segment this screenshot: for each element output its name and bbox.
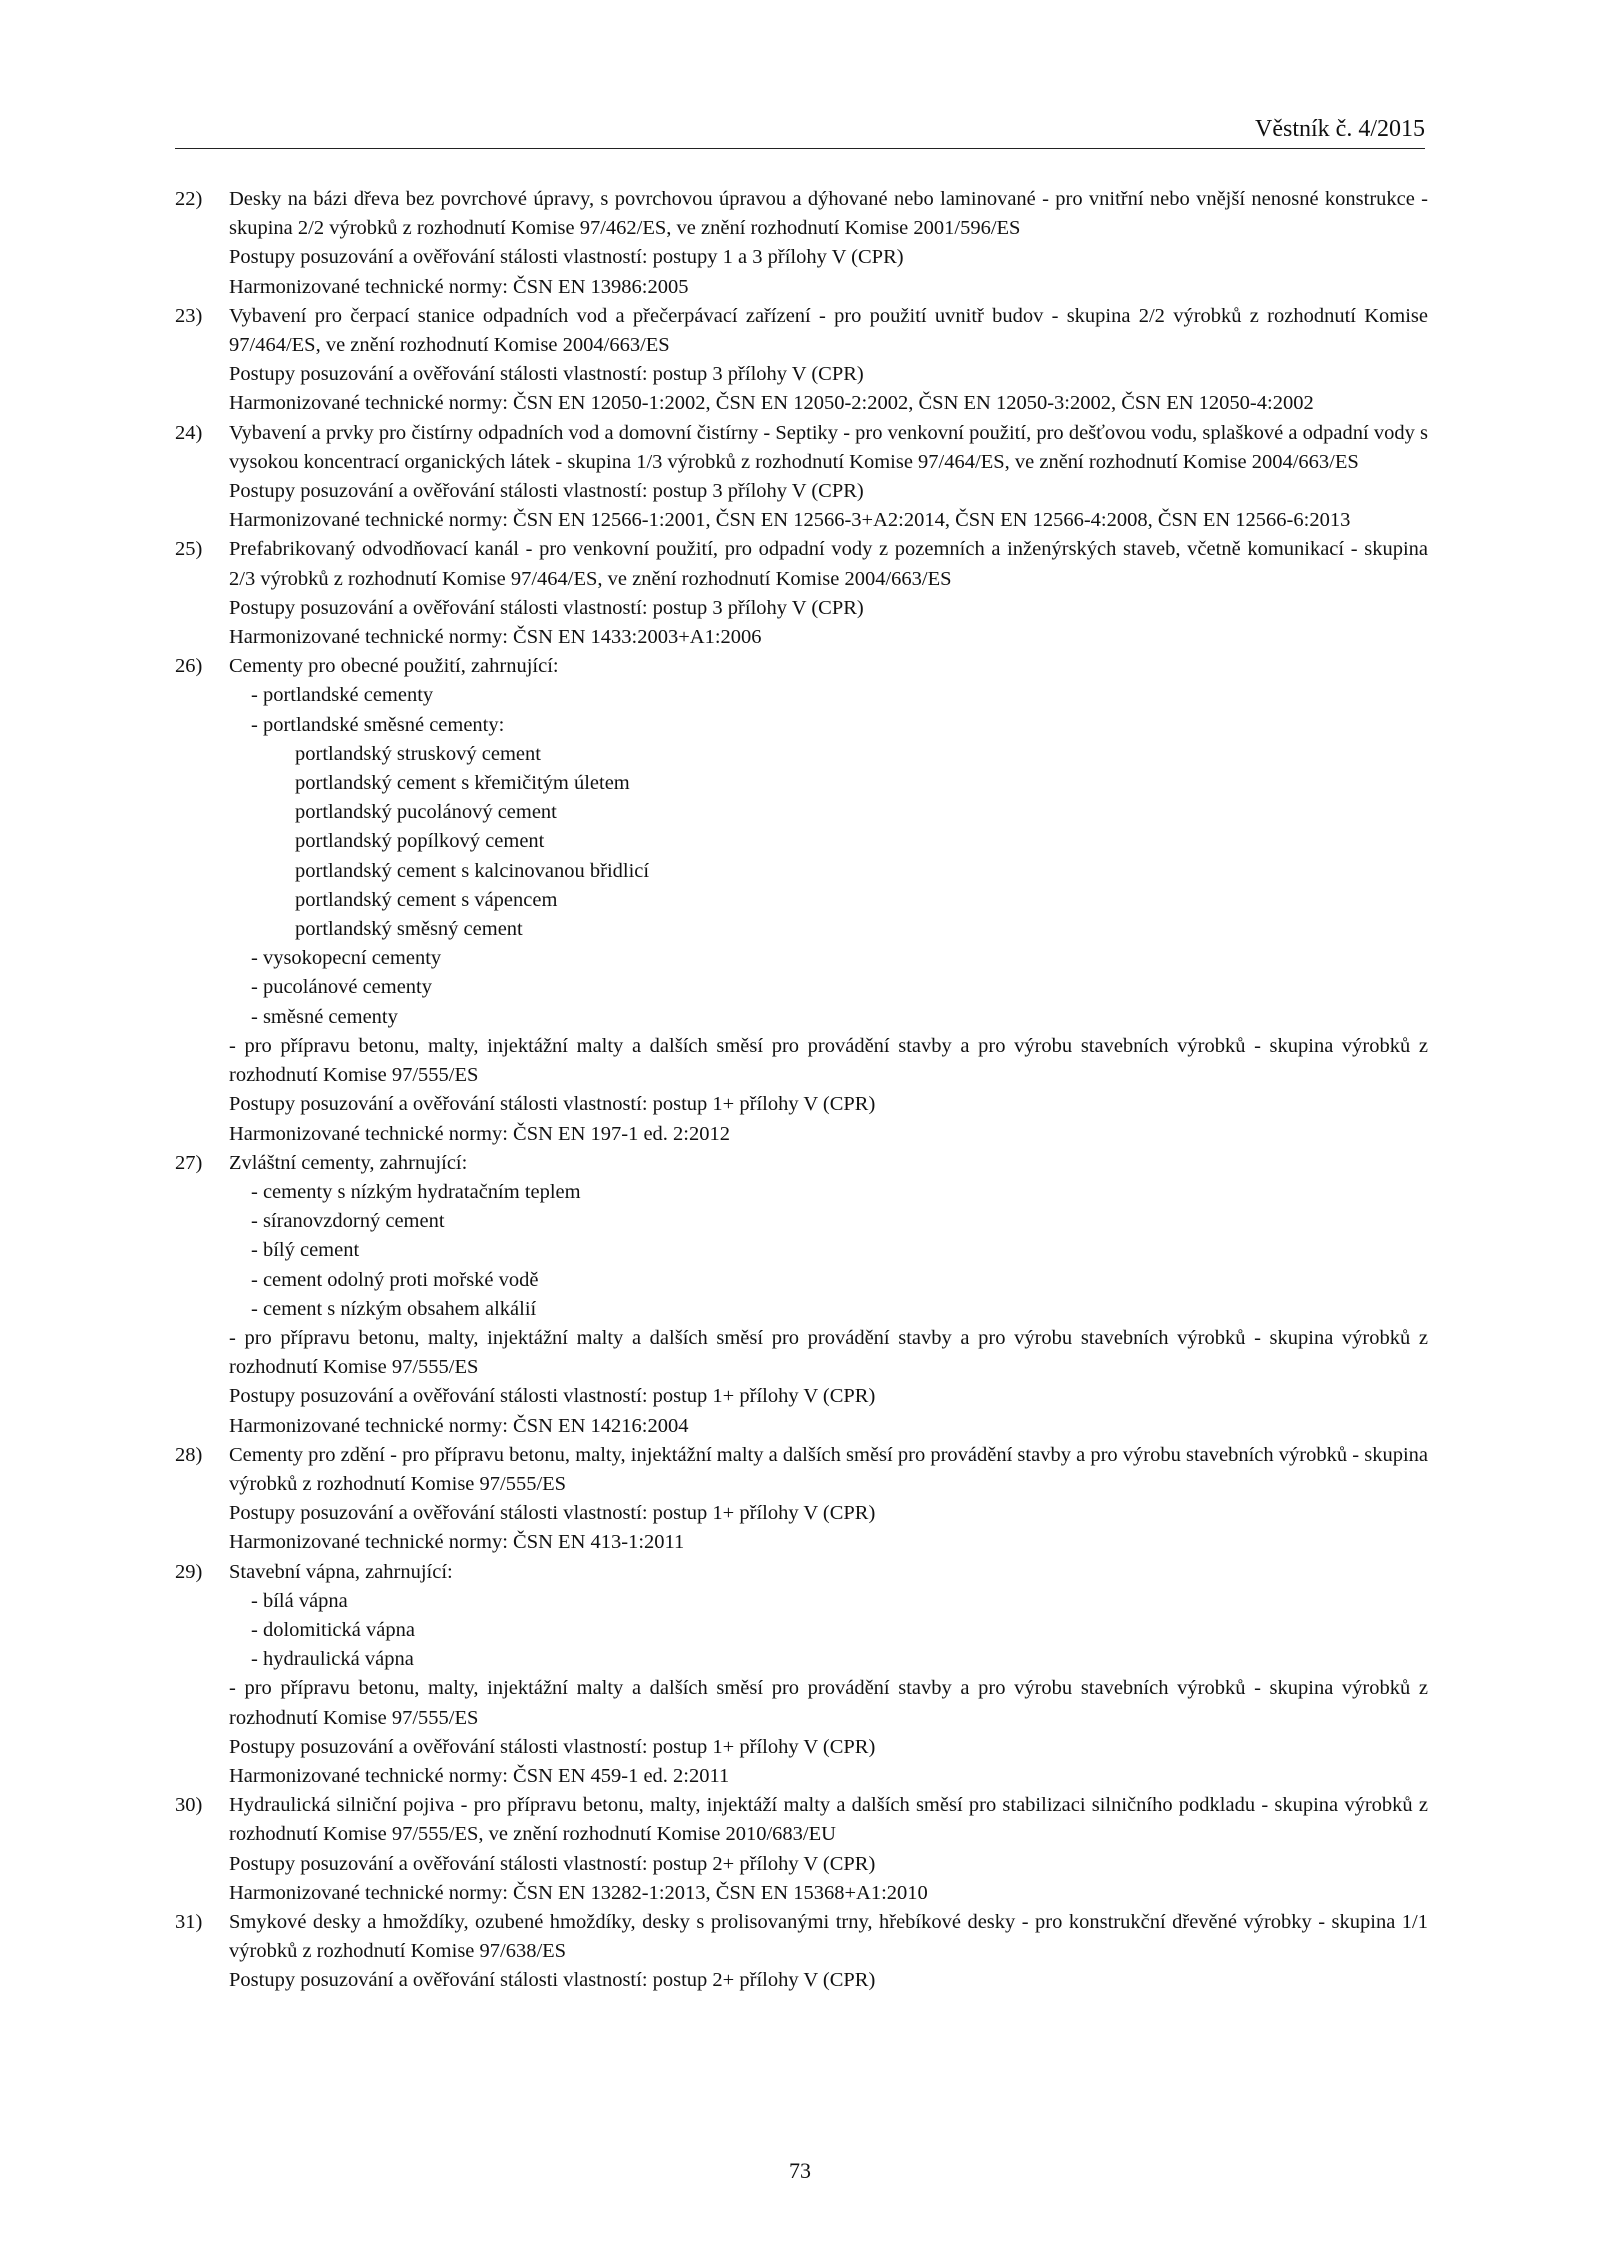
- sub-item: - portlandské směsné cementy:: [251, 713, 505, 736]
- item-number: 23): [175, 304, 203, 327]
- page-number: 73: [789, 2158, 811, 2183]
- sub-sub-item: portlandský struskový cement: [295, 742, 541, 765]
- item-number: 22): [175, 188, 203, 210]
- item-number: 30): [175, 1794, 203, 1817]
- harmonized-standards: Harmonizované technické normy: ČSN EN 413-1:2011: [229, 1531, 685, 1554]
- sub-item: - portlandské cementy: [251, 684, 434, 707]
- harmonized-standards: Harmonizované technické normy: ČSN EN 14216:2004: [229, 1414, 689, 1437]
- item-number: 28): [175, 1443, 203, 1466]
- sub-sub-item: portlandský cement s kalcinovanou břidlicí: [295, 859, 650, 882]
- item-title: Stavební vápna, zahrnující:: [229, 1560, 453, 1583]
- sub-item: - směsné cementy: [251, 1005, 398, 1028]
- harmonized-standards: Harmonizované technické normy: ČSN EN 459-1 ed. 2:2011: [229, 1764, 730, 1787]
- list-item: [175, 1908, 1428, 1996]
- assessment-procedure: Postupy posuzování a ověřování stálosti vlastností: postup 2+ přílohy V (CPR): [229, 1852, 876, 1875]
- assessment-procedure: Postupy posuzování a ověřování stálosti vlastností: postup 1+ přílohy V (CPR): [229, 1502, 876, 1525]
- item-number: 29): [175, 1560, 203, 1583]
- sub-sub-item: portlandský pucolánový cement: [295, 801, 557, 824]
- sub-item: - vysokopecní cementy: [251, 947, 442, 970]
- item-usage: - pro přípravu betonu, malty, injektážní malty a dalších směsí pro provádění stavby a pro výrobu stavebních výrobků - skupina výrobků z rozhodnutí Komise 97/555/ES: [229, 1677, 1428, 1729]
- item-description: Cementy pro zdění - pro přípravu betonu, malty, injektážní malty a dalších směsí pro provádění stavby a pro výrobu stavebních výrobků - skupina výrobků z rozhodnutí Komise 97/555/ES: [229, 1443, 1428, 1495]
- sub-item: - dolomitická vápna: [251, 1618, 415, 1641]
- assessment-procedure: Postupy posuzování a ověřování stálosti vlastností: postup 1+ přílohy V (CPR): [229, 1735, 876, 1758]
- list-item: [175, 1149, 1428, 1441]
- sub-item: - cement s nízkým obsahem alkálií: [251, 1297, 537, 1320]
- item-number: 25): [175, 538, 203, 561]
- item-description: Desky na bázi dřeva bez povrchové úpravy, s povrchovou úpravou a dýhované nebo laminované - pro vnitřní nebo vnější nenosné konstrukce - skupina 2/2 výrobků z rozhodnutí Komise 97/462/ES, ve znění rozhodnutí Komise 2001/596/ES: [229, 188, 1428, 240]
- sub-sub-item: portlandský cement s křemičitým úletem: [295, 772, 630, 795]
- item-usage: - pro přípravu betonu, malty, injektážní malty a dalších směsí pro provádění stavby a pro výrobu stavebních výrobků - skupina výrobků z rozhodnutí Komise 97/555/ES: [229, 1326, 1428, 1379]
- item-description: Smykové desky a hmoždíky, ozubené hmoždíky, desky s prolisovanými trny, hřebíkové desky - pro konstrukční dřevěné výrobky - skupina 1/1 výrobků z rozhodnutí Komise 97/638/ES: [229, 1910, 1428, 1963]
- item-title: Cementy pro obecné použití, zahrnující:: [229, 655, 559, 678]
- sub-item: - pucolánové cementy: [251, 976, 433, 999]
- item-title: Zvláštní cementy, zahrnující:: [229, 1151, 468, 1174]
- assessment-procedure: Postupy posuzování a ověřování stálosti vlastností: postup 2+ přílohy V (CPR): [229, 1969, 876, 1992]
- assessment-procedure: Postupy posuzování a ověřování stálosti vlastností: postup 1+ přílohy V (CPR): [229, 1093, 876, 1116]
- list-item: [175, 652, 1428, 1148]
- item-description: Prefabrikovaný odvodňovací kanál - pro venkovní použití, pro odpadní vody z pozemních a inženýrských staveb, včetně komunikací - skupina 2/3 výrobků z rozhodnutí Komise 97/464/ES, ve znění rozhodnutí Komise 2004/663/ES: [229, 538, 1428, 590]
- harmonized-standards: Harmonizované technické normy: ČSN EN 12050-1:2002, ČSN EN 12050-2:2002, ČSN EN 12050-3:2002, ČSN EN 12050-4:2002: [229, 392, 1314, 415]
- sub-sub-item: portlandský cement s vápencem: [295, 888, 558, 911]
- assessment-procedure: Postupy posuzování a ověřování stálosti vlastností: postupy 1 a 3 přílohy V (CPR): [229, 246, 904, 269]
- page-header: [175, 114, 1425, 149]
- list-item: [175, 1558, 1428, 1792]
- item-number: 24): [175, 421, 203, 444]
- assessment-procedure: Postupy posuzování a ověřování stálosti vlastností: postup 3 přílohy V (CPR): [229, 363, 864, 386]
- item-number: 31): [175, 1910, 203, 1933]
- sub-sub-item: portlandský směsný cement: [295, 918, 523, 941]
- item-usage: - pro přípravu betonu, malty, injektážní malty a dalších směsí pro provádění stavby a pro výrobu stavebních výrobků - skupina výrobků z rozhodnutí Komise 97/555/ES: [229, 1034, 1428, 1087]
- harmonized-standards: Harmonizované technické normy: ČSN EN 13986:2005: [229, 275, 689, 298]
- list-item: [175, 1791, 1428, 1908]
- item-description: Hydraulická silniční pojiva - pro přípravu betonu, malty, injektáží malty a dalších směsí pro stabilizaci silničního podkladu - skupina výrobků z rozhodnutí Komise 97/555/ES, ve znění rozhodnutí Komise 2010/683/EU: [229, 1794, 1428, 1846]
- list-item: [175, 535, 1428, 652]
- item-number: 27): [175, 1151, 203, 1174]
- harmonized-standards: Harmonizované technické normy: ČSN EN 12566-1:2001, ČSN EN 12566-3+A2:2014, ČSN EN 12566-4:2008, ČSN EN 12566-6:2013: [229, 509, 1351, 532]
- list-item: [175, 185, 1428, 302]
- assessment-procedure: Postupy posuzování a ověřování stálosti vlastností: postup 3 přílohy V (CPR): [229, 596, 864, 619]
- sub-item: - síranovzdorný cement: [251, 1210, 445, 1233]
- sub-item: - bílý cement: [251, 1239, 360, 1262]
- item-description: Vybavení pro čerpací stanice odpadních vod a přečerpávací zařízení - pro použití uvnitř budov - skupina 2/2 výrobků z rozhodnutí Komise 97/464/ES, ve znění rozhodnutí Komise 2004/663/ES: [229, 304, 1428, 357]
- journal-title: Věstník č. 4/2015: [1255, 116, 1425, 142]
- harmonized-standards: Harmonizované technické normy: ČSN EN 1433:2003+A1:2006: [229, 626, 762, 649]
- document-body: [175, 185, 1428, 1996]
- harmonized-standards: Harmonizované technické normy: ČSN EN 197-1 ed. 2:2012: [229, 1122, 730, 1145]
- assessment-procedure: Postupy posuzování a ověřování stálosti vlastností: postup 3 přílohy V (CPR): [229, 480, 864, 503]
- sub-item: - cementy s nízkým hydratačním teplem: [251, 1180, 581, 1203]
- assessment-procedure: Postupy posuzování a ověřování stálosti vlastností: postup 1+ přílohy V (CPR): [229, 1385, 876, 1408]
- sub-item: - bílá vápna: [251, 1589, 348, 1612]
- sub-sub-item: portlandský popílkový cement: [295, 830, 545, 853]
- list-item: [175, 419, 1428, 536]
- sub-item: - cement odolný proti mořské vodě: [251, 1268, 539, 1291]
- sub-item: - hydraulická vápna: [251, 1648, 414, 1671]
- list-item: [175, 1441, 1428, 1558]
- list-item: [175, 302, 1428, 419]
- item-number: 26): [175, 655, 203, 678]
- item-description: Vybavení a prvky pro čistírny odpadních vod a domovní čistírny - Septiky - pro venkovní použití, pro dešťovou vodu, splaškové a odpadní vody s vysokou koncentrací organických látek - skupina 1/3 výrobků z rozhodnutí Komise 97/464/ES, ve znění rozhodnutí Komise 2004/663/ES: [229, 421, 1428, 473]
- harmonized-standards: Harmonizované technické normy: ČSN EN 13282-1:2013, ČSN EN 15368+A1:2010: [229, 1881, 928, 1904]
